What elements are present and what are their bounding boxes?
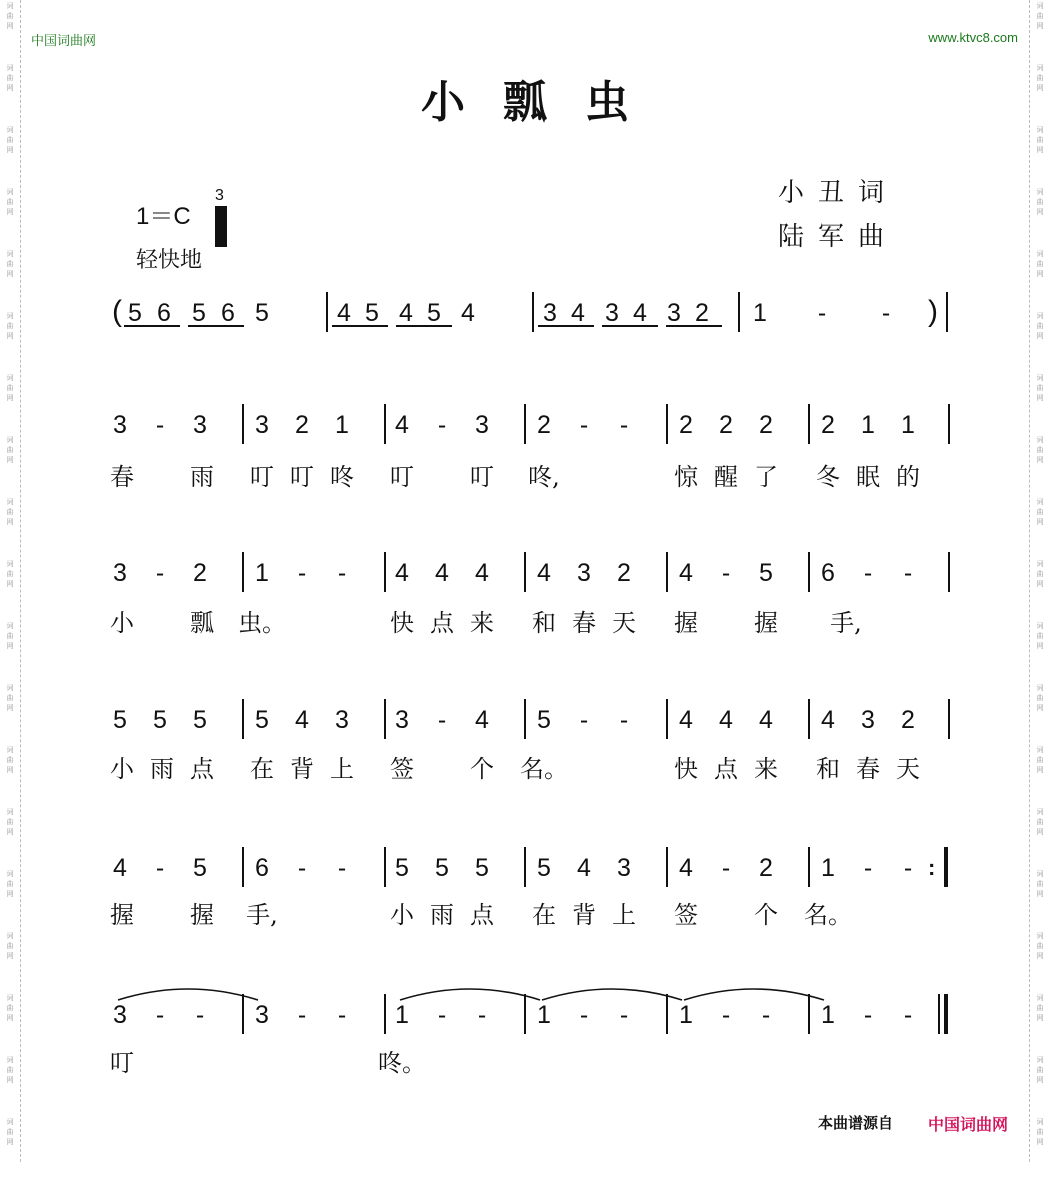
- lyric: 雨: [430, 901, 454, 929]
- note: 3: [113, 559, 127, 587]
- note: 4: [679, 559, 693, 587]
- key-signature: 1＝C: [136, 203, 191, 230]
- lyric: 快: [390, 609, 414, 637]
- watermark-text: 词 曲 网: [1036, 312, 1044, 340]
- lyric: 名。: [804, 901, 852, 929]
- time-signature-line: [215, 206, 227, 247]
- barline: [666, 552, 668, 592]
- lyric: 咚: [330, 463, 354, 491]
- song-title: 小瓢虫: [421, 77, 667, 128]
- note: -: [619, 1001, 629, 1029]
- close-paren: ): [928, 295, 938, 328]
- note: -: [721, 854, 731, 882]
- note: 5: [537, 854, 551, 882]
- lyric: 点: [430, 609, 454, 637]
- lyric: 名。: [520, 755, 568, 783]
- note: 5: [365, 299, 379, 327]
- barline: [384, 404, 386, 444]
- note: 2: [759, 411, 773, 439]
- barline: [808, 552, 810, 592]
- note: 1: [255, 559, 269, 587]
- lyric: 握: [110, 901, 134, 929]
- time-signature-top: 3: [215, 187, 224, 204]
- note: 6: [157, 299, 171, 327]
- note: 4: [577, 854, 591, 882]
- barline: [666, 994, 668, 1034]
- note: 2: [759, 854, 773, 882]
- left-watermark-column: [0, 0, 20, 1178]
- source-site-link[interactable]: 中国词曲网: [928, 1115, 1009, 1134]
- note: 3: [395, 706, 409, 734]
- note: 5: [427, 299, 441, 327]
- lyric: 点: [470, 901, 494, 929]
- watermark-text: 词 曲 网: [6, 374, 14, 402]
- lyric: 的: [896, 463, 920, 491]
- watermark-text: 词 曲 网: [1036, 436, 1044, 464]
- note: -: [477, 1001, 487, 1029]
- note: 4: [571, 299, 585, 327]
- note: 5: [153, 706, 167, 734]
- lyric: 小: [110, 755, 134, 783]
- note: -: [903, 559, 913, 587]
- lyric: 背: [572, 901, 596, 929]
- composer-credit: 陆军曲: [778, 222, 899, 252]
- note: 1: [335, 411, 349, 439]
- note: -: [579, 706, 589, 734]
- lyric: 冬: [816, 463, 840, 491]
- lyric: 春: [572, 609, 596, 637]
- lyric: 手,: [830, 609, 862, 637]
- note: 2: [901, 706, 915, 734]
- watermark-text: 词 曲 网: [1036, 64, 1044, 92]
- note: 3: [577, 559, 591, 587]
- note: 3: [861, 706, 875, 734]
- barline: [666, 847, 668, 887]
- watermark-text: 词 曲 网: [1036, 994, 1044, 1022]
- note: 4: [759, 706, 773, 734]
- lyric: 醒: [714, 463, 738, 491]
- barline: [524, 404, 526, 444]
- note: 6: [821, 559, 835, 587]
- note: 5: [193, 706, 207, 734]
- note: 2: [679, 411, 693, 439]
- lyric: 上: [612, 901, 636, 929]
- watermark-text: 词 曲 网: [6, 1056, 14, 1084]
- note: 2: [821, 411, 835, 439]
- note: -: [437, 1001, 447, 1029]
- note: 4: [395, 559, 409, 587]
- note: 1: [537, 1001, 551, 1029]
- watermark-text: 词 曲 网: [1036, 622, 1044, 650]
- barline: [948, 699, 950, 739]
- lyric: 天: [612, 609, 636, 637]
- note: -: [619, 706, 629, 734]
- note: -: [721, 1001, 731, 1029]
- lyric: 握: [754, 609, 778, 637]
- lyric: 瓢: [190, 609, 214, 637]
- note: 4: [719, 706, 733, 734]
- eighth-underline: [538, 325, 594, 327]
- watermark-text: 词 曲 网: [6, 2, 14, 30]
- note: -: [155, 411, 165, 439]
- note: 3: [113, 411, 127, 439]
- watermark-text: 词 曲 网: [1036, 932, 1044, 960]
- barline: [738, 292, 740, 332]
- tie-arc: [400, 989, 540, 1000]
- lyric: 在: [250, 755, 274, 783]
- final-barline: [944, 994, 948, 1034]
- note: 5: [128, 299, 142, 327]
- watermark-text: 词 曲 网: [1036, 1056, 1044, 1084]
- note: -: [155, 1001, 165, 1029]
- note: 4: [461, 299, 475, 327]
- note: 3: [543, 299, 557, 327]
- note: -: [579, 1001, 589, 1029]
- watermark-text: 词 曲 网: [1036, 1118, 1044, 1146]
- note: -: [619, 411, 629, 439]
- tempo-marking: 轻快地: [136, 248, 203, 273]
- watermark-text: 词 曲 网: [6, 560, 14, 588]
- note: 3: [193, 411, 207, 439]
- note: -: [863, 854, 873, 882]
- note: 4: [295, 706, 309, 734]
- lyric: 签: [390, 755, 414, 783]
- watermark-text: 词 曲 网: [6, 188, 14, 216]
- lyric: 来: [754, 755, 778, 783]
- eighth-underline: [332, 325, 388, 327]
- watermark-text: 词 曲 网: [1036, 560, 1044, 588]
- note: 2: [719, 411, 733, 439]
- watermark-text: 词 曲 网: [1036, 808, 1044, 836]
- lyric: 叮: [110, 1049, 134, 1077]
- note: -: [297, 1001, 307, 1029]
- note: -: [155, 559, 165, 587]
- watermark-text: 词 曲 网: [6, 1118, 14, 1146]
- lyric: 叮: [290, 463, 314, 491]
- source-label: 本曲谱源自: [818, 1114, 894, 1132]
- note: -: [903, 854, 913, 882]
- barline: [948, 404, 950, 444]
- watermark-text: 词 曲 网: [1036, 684, 1044, 712]
- note: -: [721, 559, 731, 587]
- barline: [384, 994, 386, 1034]
- watermark-text: 词 曲 网: [1036, 2, 1044, 30]
- note: 1: [821, 854, 835, 882]
- note: 5: [192, 299, 206, 327]
- note: 3: [255, 1001, 269, 1029]
- note: 3: [605, 299, 619, 327]
- note: -: [297, 854, 307, 882]
- note: 1: [679, 1001, 693, 1029]
- barline: [524, 552, 526, 592]
- note: 4: [475, 706, 489, 734]
- watermark-text: 词 曲 网: [6, 622, 14, 650]
- note: -: [761, 1001, 771, 1029]
- watermark-text: 词 曲 网: [1036, 374, 1044, 402]
- note: 5: [395, 854, 409, 882]
- note: -: [437, 411, 447, 439]
- note: 4: [399, 299, 413, 327]
- barline: [808, 847, 810, 887]
- lyric: 咚,: [528, 463, 560, 491]
- tie-arc: [542, 989, 682, 1000]
- lyric: 惊: [674, 463, 698, 491]
- eighth-underline: [666, 325, 722, 327]
- lyric: 点: [190, 755, 214, 783]
- watermark-text: 词 曲 网: [1036, 870, 1044, 898]
- barline: [948, 552, 950, 592]
- lyric: 了: [754, 463, 778, 491]
- note: 5: [193, 854, 207, 882]
- barline: [242, 404, 244, 444]
- note: 1: [753, 299, 767, 327]
- watermark-text: 词 曲 网: [6, 498, 14, 526]
- watermark-text: 词 曲 网: [6, 312, 14, 340]
- note: -: [337, 854, 347, 882]
- barline: [808, 699, 810, 739]
- eighth-underline: [396, 325, 452, 327]
- note: 2: [537, 411, 551, 439]
- open-paren: (: [112, 295, 122, 328]
- lyric: 叮: [390, 463, 414, 491]
- note: -: [195, 1001, 205, 1029]
- eighth-underline: [602, 325, 658, 327]
- barline: [946, 292, 948, 332]
- note: 1: [901, 411, 915, 439]
- repeat-dots: :: [928, 855, 936, 880]
- note: -: [881, 299, 891, 327]
- eighth-underline: [188, 325, 244, 327]
- barline: [808, 404, 810, 444]
- barline: [666, 404, 668, 444]
- note: -: [863, 1001, 873, 1029]
- note: 4: [113, 854, 127, 882]
- lyric: 握: [190, 901, 214, 929]
- lyric: 眠: [856, 463, 880, 491]
- note: 1: [395, 1001, 409, 1029]
- time-signature: [215, 187, 224, 223]
- lyric: 咚。: [378, 1049, 426, 1077]
- note: 4: [395, 411, 409, 439]
- lyric: 个: [754, 901, 778, 929]
- note: 4: [337, 299, 351, 327]
- note: 2: [695, 299, 709, 327]
- note: 2: [193, 559, 207, 587]
- note: 3: [335, 706, 349, 734]
- watermark-text: 词 曲 网: [6, 746, 14, 774]
- watermark-text: 词 曲 网: [6, 808, 14, 836]
- note: 3: [667, 299, 681, 327]
- note: 5: [759, 559, 773, 587]
- lyric: 和: [532, 609, 556, 637]
- note: 6: [221, 299, 235, 327]
- watermark-text: 词 曲 网: [1036, 250, 1044, 278]
- lyric: 天: [896, 755, 920, 783]
- watermark-text: 词 曲 网: [6, 684, 14, 712]
- note: 3: [255, 411, 269, 439]
- tie-arc: [118, 989, 258, 1000]
- lyric: 和: [816, 755, 840, 783]
- barline: [524, 994, 526, 1034]
- watermark-text: 词 曲 网: [6, 64, 14, 92]
- note: 4: [633, 299, 647, 327]
- lyric: 握: [674, 609, 698, 637]
- barline: [666, 699, 668, 739]
- note: -: [579, 411, 589, 439]
- lyric: 春: [856, 755, 880, 783]
- barline: [938, 994, 940, 1034]
- lyric: 手,: [246, 901, 278, 929]
- note: 3: [617, 854, 631, 882]
- watermark-text: 词 曲 网: [6, 870, 14, 898]
- note: 2: [617, 559, 631, 587]
- note: -: [297, 559, 307, 587]
- note: 4: [475, 559, 489, 587]
- note: 4: [537, 559, 551, 587]
- barline: [384, 699, 386, 739]
- barline: [242, 699, 244, 739]
- note: 5: [113, 706, 127, 734]
- lyric: 虫。: [238, 609, 286, 637]
- lyric: 在: [532, 901, 556, 929]
- lyric: 个: [470, 755, 494, 783]
- note: 1: [821, 1001, 835, 1029]
- note: -: [863, 559, 873, 587]
- lyricist-credit: 小丑词: [778, 178, 899, 208]
- watermark-text: 词 曲 网: [1036, 746, 1044, 774]
- lyric: 背: [290, 755, 314, 783]
- lyric: 小: [390, 901, 414, 929]
- note: 4: [679, 854, 693, 882]
- lyric: 叮: [250, 463, 274, 491]
- right-watermark-column: [1030, 0, 1050, 1178]
- note: -: [337, 1001, 347, 1029]
- lyric: 快: [674, 755, 698, 783]
- watermark-text: 词 曲 网: [1036, 498, 1044, 526]
- barline: [242, 847, 244, 887]
- barline: [326, 292, 328, 332]
- lyric: 点: [714, 755, 738, 783]
- barline: [242, 994, 244, 1034]
- note: -: [155, 854, 165, 882]
- note: 4: [679, 706, 693, 734]
- lyric: 上: [330, 755, 354, 783]
- lyric: 叮: [470, 463, 494, 491]
- note: -: [817, 299, 827, 327]
- note: -: [337, 559, 347, 587]
- barline: [384, 847, 386, 887]
- note: 4: [435, 559, 449, 587]
- note: -: [903, 1001, 913, 1029]
- note: 3: [475, 411, 489, 439]
- note: 5: [255, 299, 269, 327]
- watermark-text: 词 曲 网: [1036, 188, 1044, 216]
- watermark-text: 词 曲 网: [6, 436, 14, 464]
- note: 1: [861, 411, 875, 439]
- note: 3: [113, 1001, 127, 1029]
- tie-arc: [684, 989, 824, 1000]
- site-name[interactable]: 中国词曲网: [31, 34, 97, 49]
- final-barline: [944, 847, 948, 887]
- lyric: 雨: [150, 755, 174, 783]
- eighth-underline: [124, 325, 180, 327]
- note: 5: [475, 854, 489, 882]
- lyric: 签: [674, 901, 698, 929]
- note: 5: [255, 706, 269, 734]
- note: 5: [435, 854, 449, 882]
- barline: [524, 847, 526, 887]
- watermark-text: 词 曲 网: [1036, 126, 1044, 154]
- barline: [532, 292, 534, 332]
- watermark-text: 词 曲 网: [6, 126, 14, 154]
- note: 5: [537, 706, 551, 734]
- site-url[interactable]: www.ktvc8.com: [928, 30, 1018, 45]
- watermark-text: 词 曲 网: [6, 932, 14, 960]
- watermark-text: 词 曲 网: [6, 994, 14, 1022]
- lyric: 春: [110, 463, 134, 491]
- barline: [808, 994, 810, 1034]
- note: -: [437, 706, 447, 734]
- barline: [384, 552, 386, 592]
- lyric: 来: [470, 609, 494, 637]
- lyric: 雨: [190, 463, 214, 491]
- note: 6: [255, 854, 269, 882]
- barline: [242, 552, 244, 592]
- lyric: 小: [110, 609, 134, 637]
- note: 4: [821, 706, 835, 734]
- note: 2: [295, 411, 309, 439]
- barline: [524, 699, 526, 739]
- watermark-text: 词 曲 网: [6, 250, 14, 278]
